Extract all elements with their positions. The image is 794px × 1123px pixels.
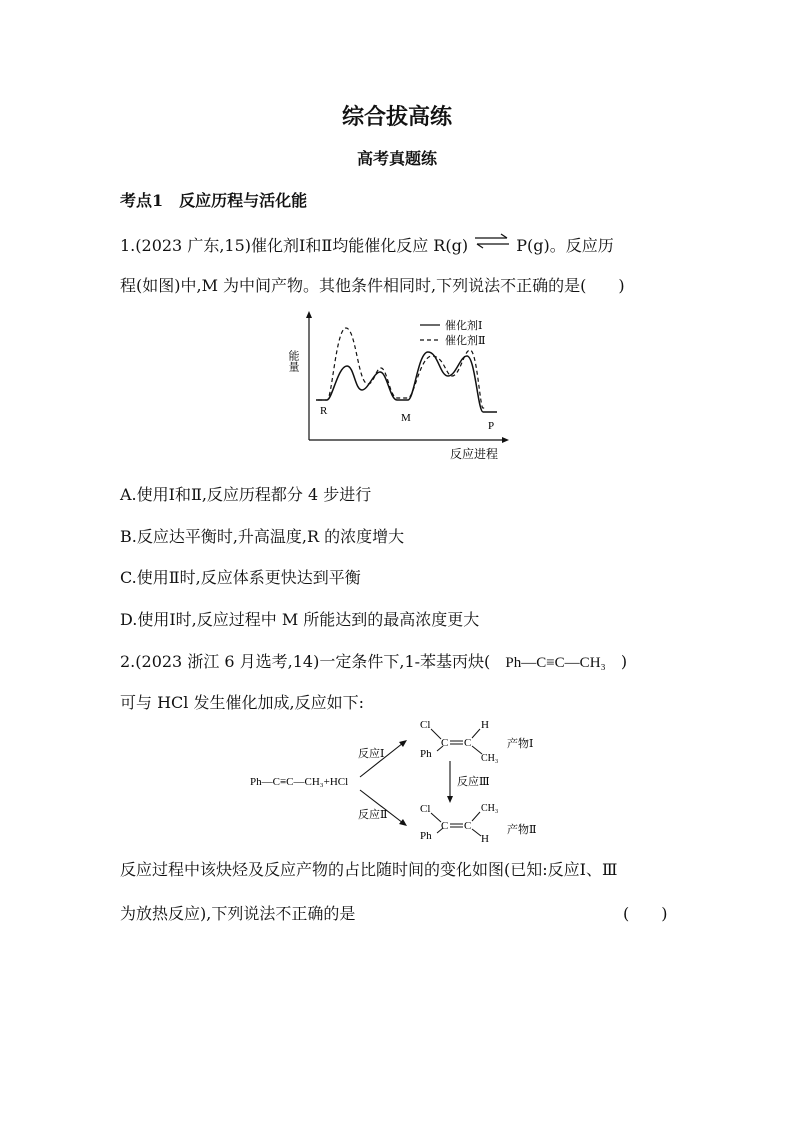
label-reaction-2: 反应Ⅱ: [358, 809, 388, 821]
q2-line2: 可与 HCl 发生催化加成,反应如下:: [120, 693, 364, 712]
q2-line3: 反应过程中该炔烃及反应产物的占比随时间的变化如图(已知:反应Ⅰ、Ⅲ: [120, 860, 618, 879]
q1-line2: 程(如图)中,M 为中间产物。其他条件相同时,下列说法不正确的是( ): [120, 276, 625, 295]
q2-alkyne-formula: Ph—C≡C—CH₃: [505, 655, 606, 671]
q1-line1-prefix: 1.(2023 广东,15)催化剂Ⅰ和Ⅱ均能催化反应 R(g): [120, 236, 469, 255]
p1-ph: Ph: [420, 748, 432, 760]
q1-option-d: D.使用Ⅰ时,反应过程中 M 所能达到的最高浓度更大: [120, 610, 480, 629]
q2-line1-suffix: ): [620, 652, 628, 671]
p1-bond-cl: [431, 729, 441, 739]
p2-ch3: CH₃: [481, 803, 499, 814]
reaction-scheme: [245, 715, 555, 845]
p2-c1: C: [441, 820, 449, 832]
p2-ph: Ph: [420, 830, 432, 842]
page-subtitle: 高考真题练: [356, 149, 437, 168]
q1-option-a: A.使用Ⅰ和Ⅱ,反应历程都分 4 步进行: [120, 485, 372, 504]
label-R: R: [320, 405, 328, 417]
q1-option-c: C.使用Ⅱ时,反应体系更快达到平衡: [120, 568, 361, 587]
reactant-formula: Ph—C≡C—CH₃+HCl: [250, 776, 349, 788]
q2-line4: 为放热反应),下列说法不正确的是: [120, 904, 356, 923]
p2-c2: C: [464, 820, 472, 832]
page-title: 综合拔高练: [341, 104, 452, 130]
label-product-2: 产物Ⅱ: [507, 824, 537, 836]
p1-ch3: CH₃: [481, 753, 499, 764]
arrow-head-1: [399, 740, 407, 747]
arrow-head-3: [447, 796, 453, 803]
catalyst-1-curve: [316, 352, 497, 412]
q2-answer-paren: ( ): [623, 904, 668, 923]
y-axis-label: 能量: [287, 350, 299, 372]
p2-cl: Cl: [420, 803, 431, 815]
p1-c1: C: [441, 737, 449, 749]
y-axis-arrow: [306, 311, 312, 318]
p2-h: H: [481, 833, 489, 845]
label-reaction-3: 反应Ⅲ: [457, 776, 490, 788]
p2-bond-h: [472, 829, 481, 836]
p2-bond-ch3: [472, 812, 480, 821]
label-M: M: [401, 412, 411, 424]
q2-line1-prefix: 2.(2023 浙江 6 月选考,14)一定条件下,1-苯基丙炔(: [120, 652, 491, 671]
arrow-head-2: [399, 819, 407, 826]
label-P: P: [488, 420, 495, 432]
legend-catalyst-1: 催化剂Ⅰ: [445, 320, 483, 332]
q1-option-b: B.反应达平衡时,升高温度,R 的浓度增大: [120, 527, 405, 546]
equilibrium-arrow-icon: [473, 233, 511, 249]
p1-bond-h: [472, 729, 480, 738]
q2-line1: [120, 649, 627, 672]
legend-catalyst-2: 催化剂Ⅱ: [445, 335, 486, 347]
p1-c2: C: [464, 737, 472, 749]
x-axis-arrow: [502, 437, 509, 443]
energy-profile-diagram: [280, 308, 520, 463]
p1-cl: Cl: [420, 719, 431, 731]
p1-h: H: [481, 719, 489, 731]
q1-line1: [120, 233, 614, 256]
label-reaction-1: 反应Ⅰ: [358, 748, 385, 760]
p2-bond-cl: [431, 813, 441, 822]
section-heading: 考点1 反应历程与活化能: [120, 191, 308, 210]
label-product-1: 产物Ⅰ: [507, 738, 534, 750]
x-axis-label: 反应进程: [450, 447, 499, 461]
q1-line1-suffix: P(g)。反应历: [516, 236, 614, 255]
